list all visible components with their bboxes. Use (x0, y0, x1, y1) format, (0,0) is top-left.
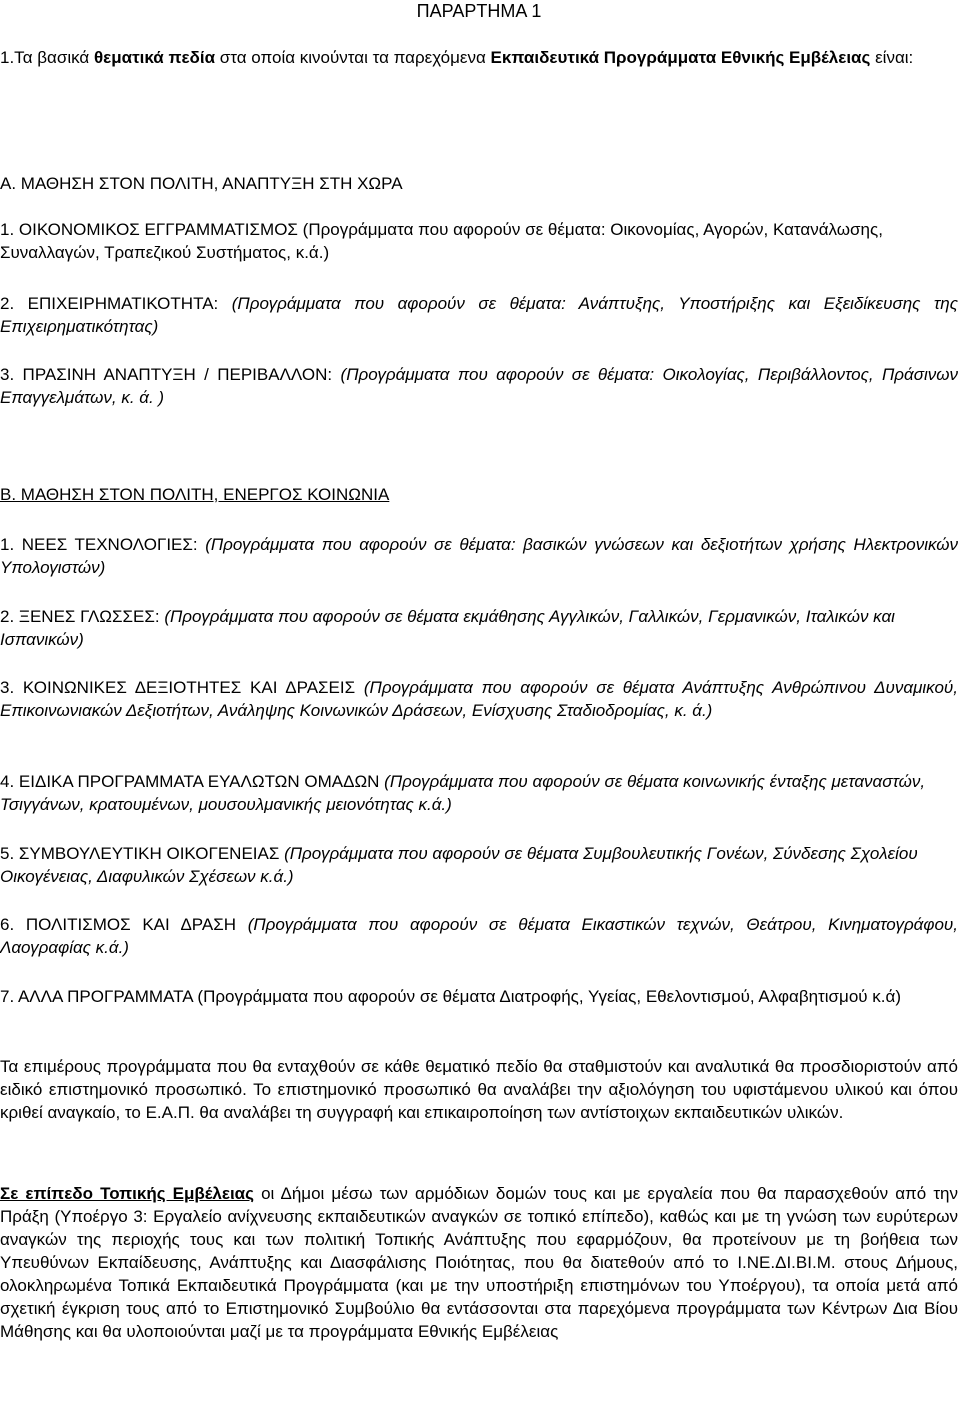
item-label: 1. ΟΙΚΟΝΟΜΙΚΟΣ ΕΓΓΡΑΜΜΑΤΙΣΜΟΣ (0, 220, 303, 239)
paragraph-program-evaluation: Τα επιμέρους προγράμματα που θα ενταχθούν σε κάθε θεματικό πεδίο θα σταθμιστούν και αναλυτικά θα προσδιοριστούν από ειδικό επιστημονικό προσωπικό. Το επιστημονικό προσωπικό θα αναλάβει την αξιολόγηση του υφιστάμενου υλικού και όπου κριθεί αναγκαίο, το Ε.Α.Π. θα αναλάβει τη συγγραφή και επικαιροποίηση των αντίστοιχων εκπαιδευτικών υλικών. (0, 1057, 958, 1122)
intro-text-2: στα οποία κινούνται τα παρεχόμενα (215, 48, 491, 67)
item-label: 7. ΑΛΛΑ ΠΡΟΓΡΑΜΜΑΤΑ (0, 987, 198, 1006)
item-description: (Προγράμματα που αφορούν σε θέματα: Οικολογίας, Περιβάλλοντος, Πράσινων Επαγγελμάτων, κ. ά. ) (0, 365, 958, 407)
local-scope-heading: Σε επίπεδο Τοπικής Εμβέλειας (0, 1184, 254, 1203)
paragraph-local-scope (0, 1182, 958, 1343)
item-description: (Προγράμματα που αφορούν σε θέματα: Οικονομίας, Αγορών, Κατανάλωσης, Συναλλαγών, Τραπεζικού Συστήματος, κ.ά.) (0, 220, 883, 262)
section-b-item-2 (0, 605, 958, 651)
section-b-item-7 (0, 985, 958, 1008)
item-description: (Προγράμματα που αφορούν σε θέματα: βασικών γνώσεων και δεξιοτήτων χρήσης Ηλεκτρονικών Υπολογιστών) (0, 535, 958, 577)
item-label: 2. ΞΕΝΕΣ ΓΛΩΣΣΕΣ: (0, 607, 165, 626)
item-description: (Προγράμματα που αφορούν σε θέματα Συμβουλευτικής Γονέων, Σύνδεσης Σχολείου Οικογένειας, Διαφυλικών Σχέσεων κ.ά.) (0, 844, 918, 886)
section-b-item-1 (0, 533, 958, 579)
item-description: (Προγράμματα που αφορούν σε θέματα Ανάπτυξης Ανθρώπινου Δυναμικού, Επικοινωνιακών Δεξιοτήτων, Ανάληψης Κοινωνικών Δράσεων, Ενίσχυσης Σταδιοδρομίας, κ. ά.) (0, 678, 958, 720)
local-scope-text: οι Δήμοι μέσω των αρμόδιων δομών τους και με εργαλεία που θα παρασχεθούν από την Πράξη (Υποέργο 3: Εργαλείο ανίχνευσης εκπαιδευτικών αναγκών σε τοπικό επίπεδο), καθώς και με τη γνώση των ευρύτερων αναγκών της περιοχής τους και των πολιτική Τοπικής Ανάπτυξης που εφαρμόζουν, θα προτείνουν με τη βοήθεια των Υπευθύνων Εκπαίδευσης, Ανάπτυξης και Διασφάλισης Ποιότητας, που θα διατεθούν από το Ι.ΝΕ.ΔΙ.ΒΙ.Μ. στους Δήμους, ολοκληρωμένα Τοπικά Εκπαιδευτικά Προγράμματα (και με την υποστήριξη επιστημόνων του Υποέργου), τα οποία μετά από σχετική έγκριση τους από το Επιστημονικό Συμβούλιο θα εντάσσονται στα παρεχόμενα προγράμματα των Κέντρων Δια Βίου Μάθησης και θα υλοποιούνται μαζί με τα προγράμματα Εθνικής Εμβέλειας (0, 1184, 959, 1341)
item-label: 4. ΕΙΔΙΚΑ ΠΡΟΓΡΑΜΜΑΤΑ ΕΥΑΛΩΤΩΝ ΟΜΑΔΩΝ (0, 772, 385, 791)
item-description: (Προγράμματα που αφορούν σε θέματα Εικαστικών τεχνών, Θεάτρου, Κινηματογράφου, Λαογραφίας κ.ά.) (0, 915, 958, 957)
item-label: 3. ΚΟΙΝΩΝΙΚΕΣ ΔΕΞΙΟΤΗΤΕΣ ΚΑΙ ΔΡΑΣΕΙΣ (0, 678, 364, 697)
item-label: 5. ΣΥΜΒΟΥΛΕΥΤΙΚΗ ΟΙΚΟΓΕΝΕΙΑΣ (0, 844, 285, 863)
item-label: 1. ΝΕΕΣ ΤΕΧΝΟΛΟΓΙΕΣ: (0, 535, 206, 554)
intro-bold-thematic-fields: θεματικά πεδία (93, 48, 216, 67)
section-b-item-4 (0, 770, 958, 816)
intro-text-1: 1.Τα βασικά (0, 48, 94, 67)
section-b-heading (0, 483, 958, 506)
section-b-item-3 (0, 676, 958, 722)
intro-bold-programs: Εκπαιδευτικά Προγράμματα Εθνικής Εμβέλειας (490, 48, 871, 67)
section-a-heading: Α. ΜΑΘΗΣΗ ΣΤΟΝ ΠΟΛΙΤΗ, ΑΝΑΠΤΥΞΗ ΣΤΗ ΧΩΡΑ (0, 174, 403, 193)
section-b-item-6 (0, 913, 958, 959)
item-description: (Προγράμματα που αφορούν σε θέματα Διατροφής, Υγείας, Εθελοντισμού, Αλφαβητισμού κ.ά) (197, 987, 902, 1006)
item-label: 6. ΠΟΛΙΤΙΣΜΟΣ ΚΑΙ ΔΡΑΣΗ (0, 915, 248, 934)
section-a-item-1 (0, 218, 958, 264)
section-b-item-5 (0, 842, 958, 888)
section-b-heading-text: Β. ΜΑΘΗΣΗ ΣΤΟΝ ΠΟΛΙΤΗ, ΕΝΕΡΓΟΣ ΚΟΙΝΩΝΙΑ (0, 485, 390, 504)
section-a-item-2 (0, 292, 958, 338)
intro-paragraph (0, 46, 958, 69)
item-label: 3. ΠΡΑΣΙΝΗ ΑΝΑΠΤΥΞΗ / ΠΕΡΙΒΑΛΛΟΝ: (0, 365, 341, 384)
page-title: ΠΑΡΑΡΤΗΜΑ 1 (416, 1, 542, 21)
item-label: 2. ΕΠΙΧΕΙΡΗΜΑΤΙΚΟΤΗΤΑ: (0, 294, 232, 313)
item-description: (Προγράμματα που αφορούν σε θέματα: Ανάπτυξης, Υποστήριξης και Εξειδίκευσης της Επιχειρηματικότητας) (0, 294, 958, 336)
item-description: (Προγράμματα που αφορούν σε θέματα κοινωνικής ένταξης μεταναστών, Τσιγγάνων, κρατουμένων, μουσουλμανικής μειονότητας κ.ά.) (0, 772, 926, 814)
item-description: (Προγράμματα που αφορούν σε θέματα εκμάθησης Αγγλικών, Γαλλικών, Γερμανικών, Ιταλικών και Ισπανικών) (0, 607, 895, 649)
section-a-item-3 (0, 363, 958, 409)
intro-text-3: είναι: (870, 48, 914, 67)
